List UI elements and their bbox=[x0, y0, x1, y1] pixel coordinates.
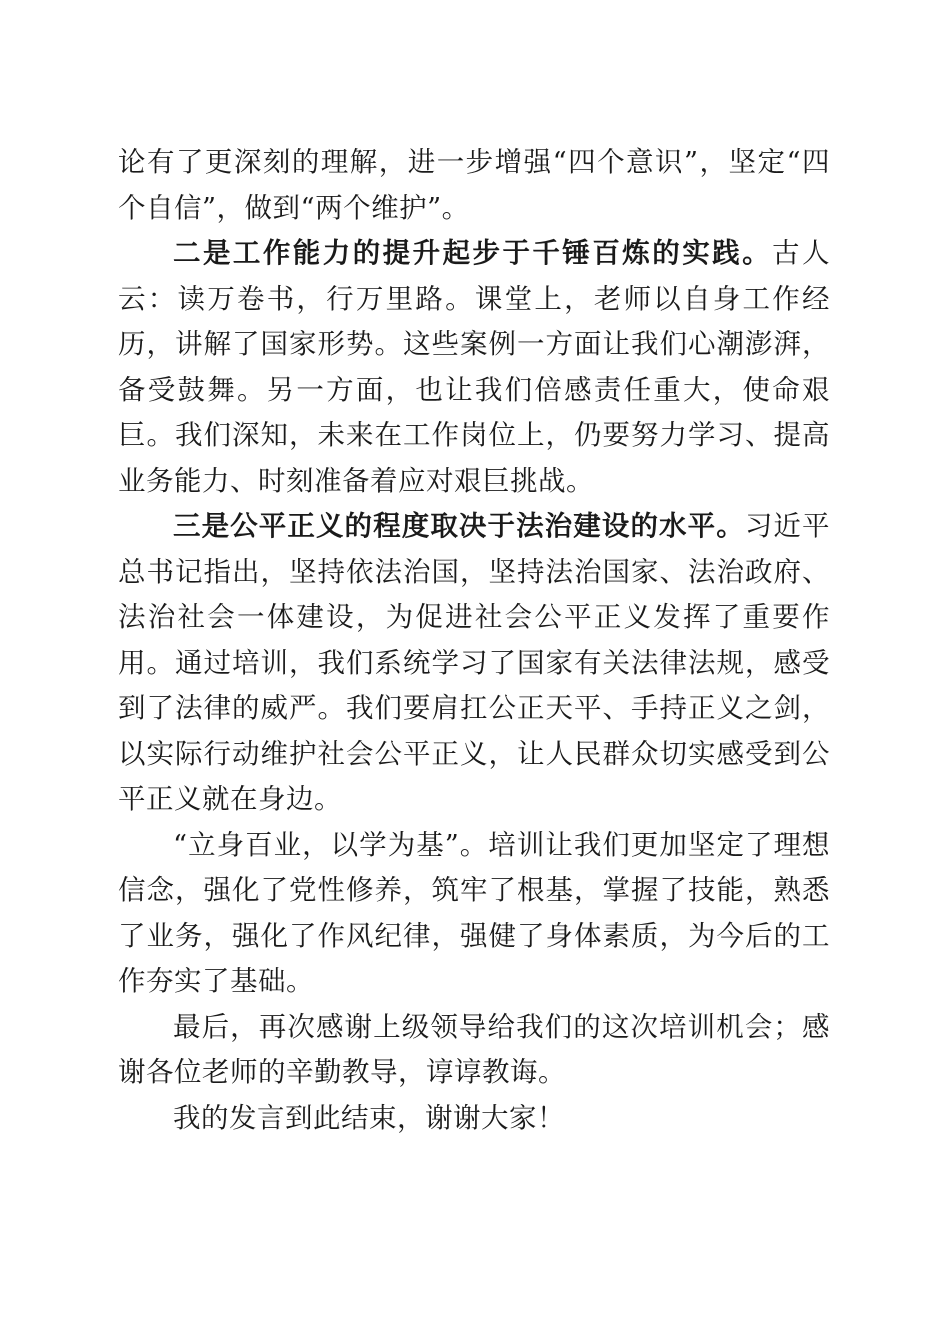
paragraph-lead-heading: 三是公平正义的程度取决于法治建设的水平。 bbox=[173, 510, 745, 542]
paragraph-thanks bbox=[118, 1005, 830, 1096]
paragraph-continuation bbox=[118, 140, 830, 231]
document-body bbox=[118, 140, 830, 1141]
paragraph-work-ability bbox=[118, 231, 830, 504]
paragraph-text: “立身百业，以学为基”。培训让我们更加坚定了理想信念，强化了党性修养，筑牢了根基，掌握了技能，熟悉了业务，强化了作风纪律，强健了身体素质，为今后的工作夯实了基础。 bbox=[118, 828, 830, 997]
paragraph-text: 我的发言到此结束，谢谢大家！ bbox=[173, 1101, 565, 1134]
paragraph-learning bbox=[118, 823, 830, 1005]
paragraph-fairness-justice bbox=[118, 504, 830, 823]
paragraph-text: 论有了更深刻的理解，进一步增强“四个意识”，坚定“四个自信”，做到“两个维护”。 bbox=[118, 146, 830, 224]
paragraph-lead-heading: 二是工作能力的提升起步于千锤百炼的实践。 bbox=[173, 237, 773, 269]
paragraph-text: 习近平总书记指出，坚持依法治国，坚持法治国家、法治政府、法治社会一体建设，为促进社会公平正义发挥了重要作用。通过培训，我们系统学习了国家有关法律法规，感受到了法律的威严。我们要肩扛公正天平、手持正义之剑，以实际行动维护社会公平正义，让人民群众切实感受到公平正义就在身边。 bbox=[118, 510, 831, 815]
paragraph-closing bbox=[118, 1096, 830, 1142]
paragraph-text: 古人云：读万卷书，行万里路。课堂上，老师以自身工作经历，讲解了国家形势。这些案例一方面让我们心潮澎湃，备受鼓舞。另一方面，也让我们倍感责任重大，使命艰巨。我们深知，未来在工作岗位上，仍要努力学习、提高业务能力、时刻准备着应对艰巨挑战。 bbox=[118, 237, 830, 497]
paragraph-text: 最后，再次感谢上级领导给我们的这次培训机会；感谢各位老师的辛勤教导，谆谆教诲。 bbox=[118, 1010, 830, 1088]
